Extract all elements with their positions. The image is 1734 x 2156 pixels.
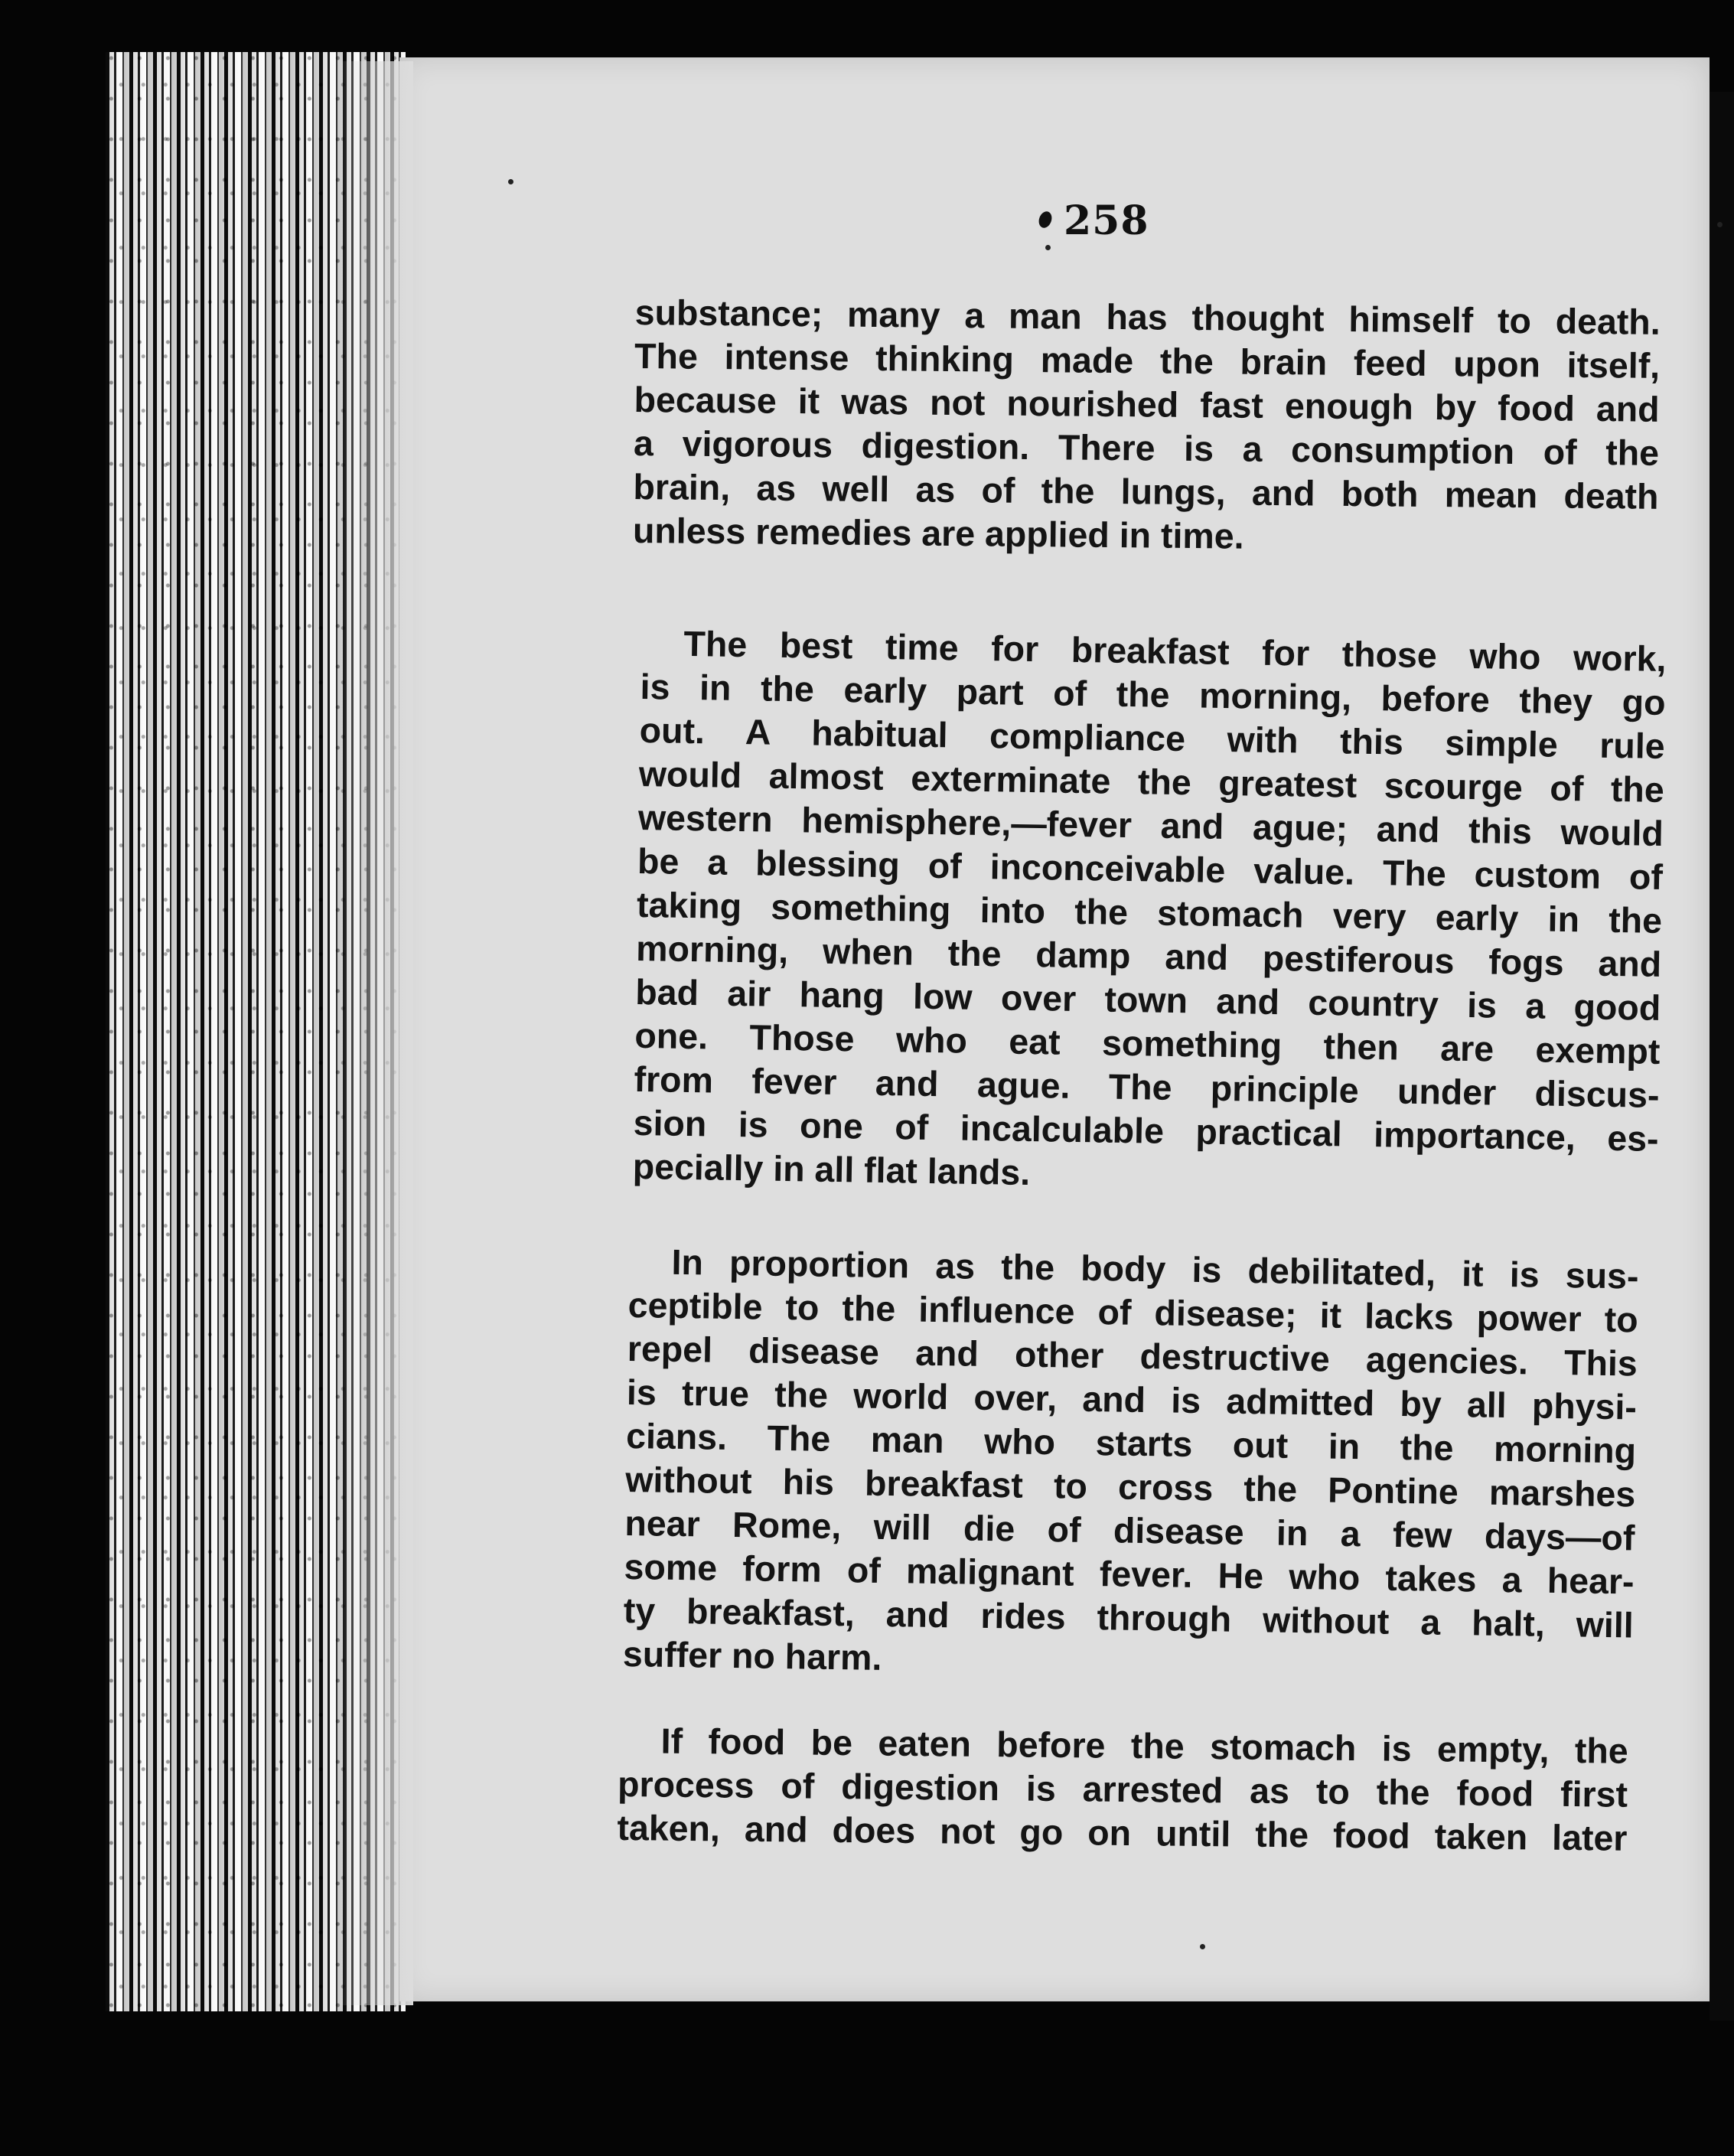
- page-gutter-shadow: [337, 61, 413, 2005]
- paragraph-2: [632, 621, 1666, 1205]
- text-line: ceptible to the influence of disease; it lacks power to: [627, 1284, 1638, 1340]
- text-line: ty breakfast, and rides through without a halt, will: [623, 1590, 1635, 1646]
- paragraph-3: [623, 1240, 1639, 1691]
- paragraph-1: [633, 291, 1661, 563]
- stray-speck: [1717, 222, 1723, 227]
- stray-speck: [1200, 1944, 1205, 1949]
- paragraph-4: [617, 1719, 1628, 1861]
- text-line: The best time for breakfast for those who work,: [683, 623, 1667, 680]
- text-line: morning, when the damp and pestiferous fogs and: [635, 928, 1662, 984]
- text-line: from fever and ague. The principle under discus-: [634, 1058, 1660, 1115]
- text-line: because it was not nourished fast enough by food and: [634, 379, 1660, 429]
- page-number: 258: [1064, 197, 1149, 244]
- text-line: pecially in all flat lands.: [632, 1146, 1031, 1193]
- text-line: If food be eaten before the stomach is empty, the: [660, 1721, 1628, 1771]
- text-line: process of digestion is arrested as to the food first: [617, 1763, 1628, 1815]
- text-line: is in the early part of the morning, before they go: [640, 666, 1666, 723]
- stray-speck: [1045, 245, 1051, 250]
- text-line: brain, as well as of the lungs, and both mean death: [633, 466, 1659, 517]
- scanner-right-edge: [1710, 92, 1734, 2021]
- text-line: In proportion as the body is debilitated, it is sus-: [671, 1241, 1639, 1297]
- text-line: substance; many a man has thought himself to death.: [634, 292, 1661, 342]
- text-line: bad air hang low over town and country is a good: [634, 971, 1661, 1028]
- text-line: western hemisphere,—fever and ague; and this would: [637, 797, 1664, 854]
- text-line: out. A habitual compliance with this simple rule: [639, 709, 1666, 767]
- text-line: is true the world over, and is admitted by all physi-: [626, 1372, 1638, 1427]
- text-line: would almost exterminate the greatest scourge of the: [638, 753, 1665, 811]
- text-line: unless remedies are applied in time.: [632, 510, 1244, 556]
- text-line: taken, and does not go on until the food taken later: [617, 1807, 1628, 1858]
- text-line: The intense thinking made the brain feed upon itself,: [634, 335, 1661, 386]
- text-line: be a blessing of inconceivable value. The custom of: [637, 840, 1664, 898]
- text-line: near Rome, will die of disease in a few days—of: [624, 1502, 1635, 1558]
- text-line: a vigorous digestion. There is a consumption of the: [633, 422, 1660, 473]
- text-line: sion is one of incalculable practical importance, es-: [633, 1102, 1659, 1159]
- text-line: cians. The man who starts out in the morning: [625, 1415, 1637, 1471]
- text-line: some form of malignant fever. He who takes a hear-: [624, 1546, 1635, 1602]
- stray-speck: [508, 179, 513, 184]
- text-line: without his breakfast to cross the Pontine marshes: [624, 1459, 1636, 1515]
- text-line: repel disease and other destructive agencies. This: [627, 1328, 1638, 1384]
- text-line: one. Those who eat something then are exempt: [634, 1015, 1661, 1071]
- text-line: suffer no harm.: [622, 1633, 882, 1678]
- text-line: taking something into the stomach very early in the: [636, 884, 1663, 941]
